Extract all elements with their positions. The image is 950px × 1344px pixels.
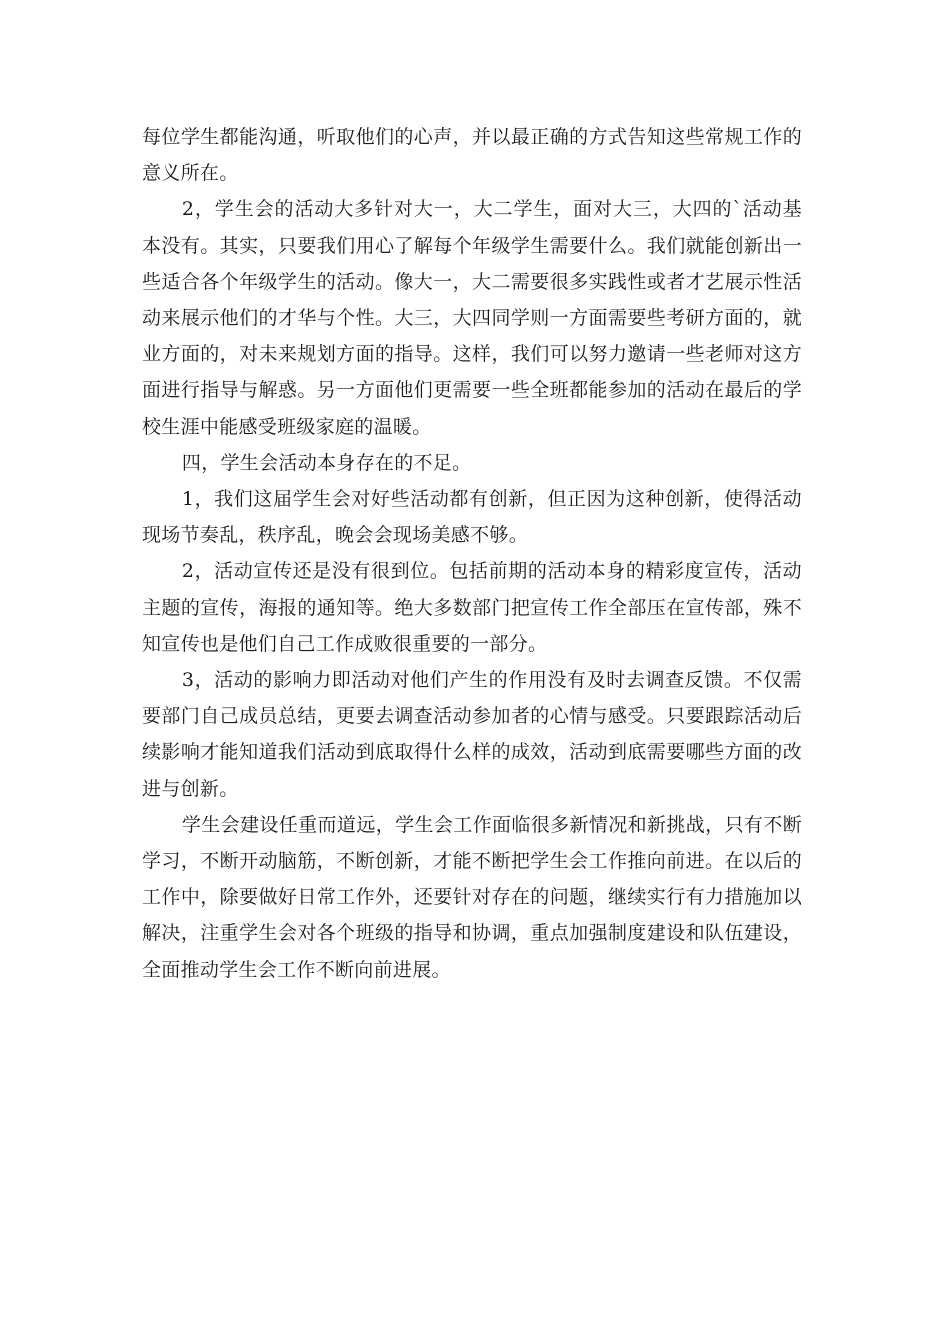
section-heading-shortcomings: 四，学生会活动本身存在的不足。 xyxy=(181,451,472,474)
paragraph-conclusion: 学生会建设任重而道远，学生会工作面临很多新情况和新挑战，只有不断学习，不断开动脑筋，不断创新，才能不断把学生会工作推向前进。在以后的工作中，除要做好日常工作外，还要针对存在的问题，继续实行有力措施加以解决，注重学生会对各个班级的指导和协调，重点加强制度建设和队伍建设，全面推动学生会工作不断向前进展。 xyxy=(142,813,802,981)
document-body xyxy=(142,119,802,988)
paragraph-item-2-publicity: 2，活动宣传还是没有很到位。包括前期的活动本身的精彩度宣传，活动主题的宣传，海报的通知等。绝大多数部门把宣传工作全部压在宣传部，殊不知宣传也是他们自己工作成败很重要的一部分。 xyxy=(142,560,802,655)
paragraph-item-1-innovation: 1，我们这届学生会对好些活动都有创新，但正因为这种创新，使得活动现场节奏乱，秩序乱，晚会会现场美感不够。 xyxy=(142,488,802,547)
paragraph-item-3-influence: 3，活动的影响力即活动对他们产生的作用没有及时去调查反馈。不仅需要部门自己成员总结，更要去调查活动参加者的心情与感受。只要跟踪活动后续影响才能知道我们活动到底取得什么样的成效，活动到底需要哪些方面的改进与创新。 xyxy=(142,669,802,800)
paragraph-item-2-activities: 2，学生会的活动大多针对大一，大二学生，面对大三，大四的`活动基本没有。其实，只要我们用心了解每个年级学生需要什么。我们就能创新出一些适合各个年级学生的活动。像大一，大二需要很多实践性或者才艺展示性活动来展示他们的才华与个性。大三，大四同学则一方面需要些考研方面的，就业方面的，对未来规划方面的指导。这样，我们可以努力邀请一些老师对这方面进行指导与解惑。另一方面他们更需要一些全班都能参加的活动在最后的学校生涯中能感受班级家庭的温暖。 xyxy=(142,198,802,438)
paragraph-continuation: 每位学生都能沟通，听取他们的心声，并以最正确的方式告知这些常规工作的意义所在。 xyxy=(142,126,802,185)
